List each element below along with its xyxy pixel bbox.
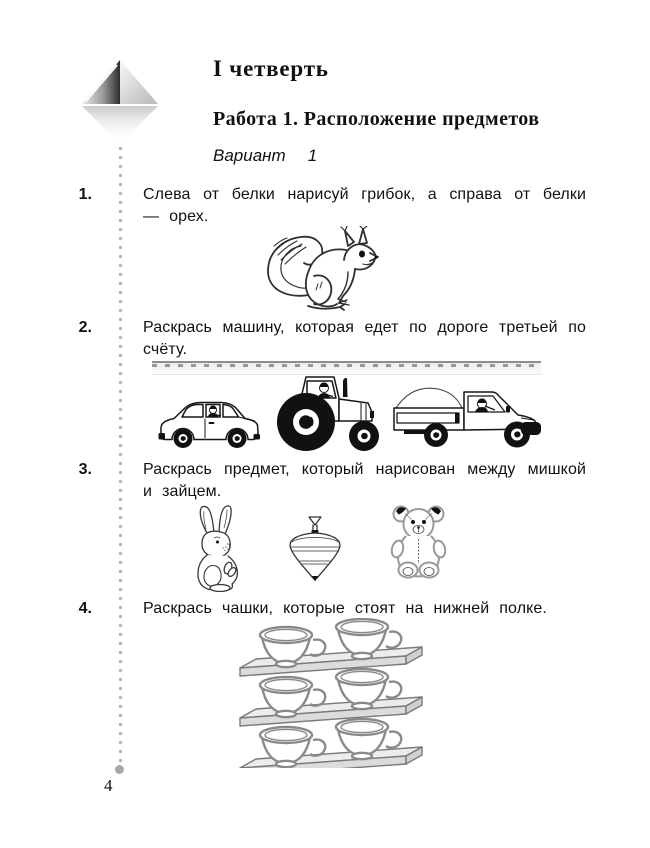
car-image: [157, 396, 261, 448]
tractor-image: [277, 373, 383, 451]
task3-number: 3.: [78, 461, 92, 478]
cup-shelves-image: [238, 618, 424, 768]
page-number: 4: [104, 776, 113, 795]
dotted-line: [118, 146, 123, 764]
shelf-3: [240, 719, 422, 768]
teddy-bear-image: [385, 503, 452, 581]
dotted-line-end-dot: [115, 765, 124, 774]
task2-number: 2.: [78, 319, 92, 336]
task4-number: 4.: [78, 600, 92, 617]
truck-with-sand-image: [392, 381, 547, 448]
task1-number: 1.: [78, 186, 92, 203]
shelf-1: [240, 619, 422, 676]
corner-pyramid-decoration: [74, 52, 166, 147]
spinning-top-image: [287, 515, 343, 583]
variant-number: 1: [307, 146, 318, 165]
variant-label: Вариант: [213, 146, 286, 165]
squirrel-image: [256, 226, 382, 314]
task1-text: Слева от белки нарисуй грибок, а справа от белки — орех.: [143, 186, 586, 225]
work-title: Работа 1. Расположение предметов: [213, 108, 540, 130]
task3-text: Раскрась предмет, который нарисован между мишкой и зайцем.: [143, 461, 586, 500]
shelf-2: [240, 669, 422, 726]
variant-line: [213, 146, 317, 166]
quarter-title: I четверть: [213, 56, 329, 81]
task2-text: Раскрась машину, которая едет по дороге третьей по счёту.: [143, 319, 586, 358]
rabbit-image: [191, 504, 248, 592]
task4-text: Раскрась чашки, которые стоят на нижней полке.: [143, 600, 547, 617]
